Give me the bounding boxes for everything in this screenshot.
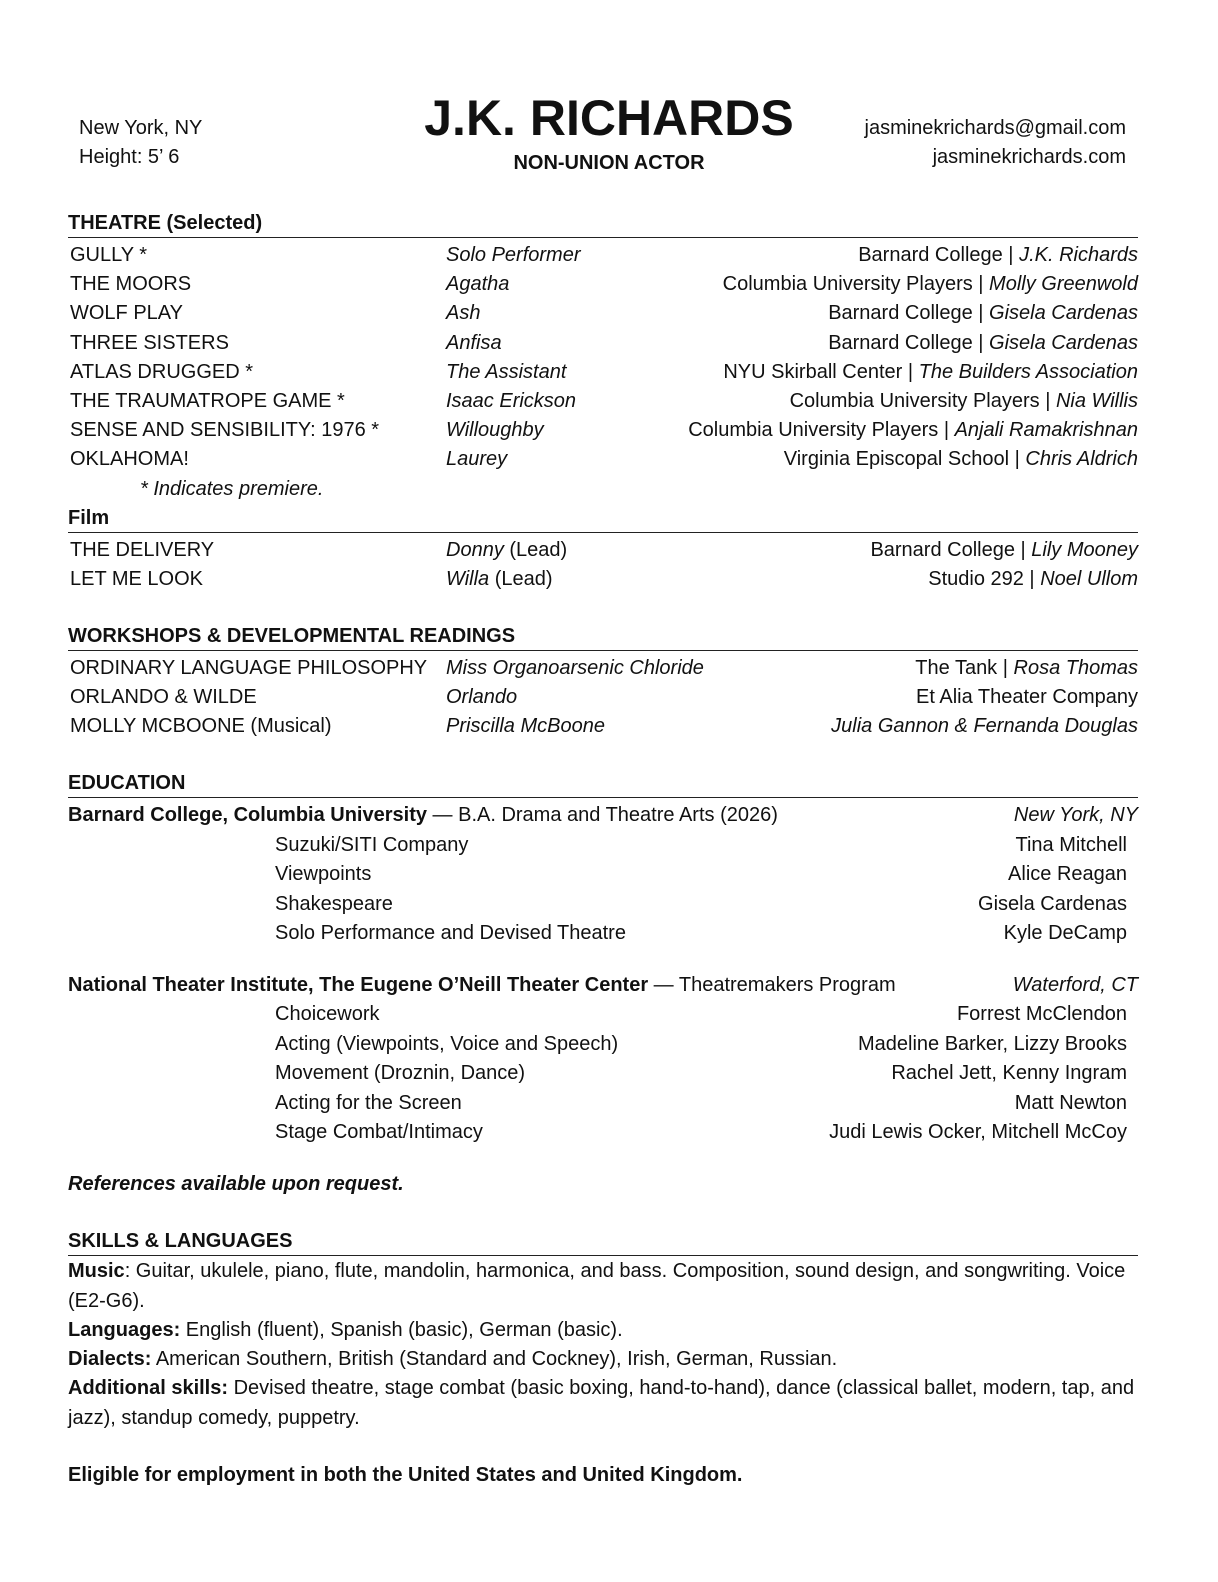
role: Priscilla McBoone	[446, 715, 605, 738]
venue-director	[646, 654, 1138, 683]
course: Acting for the Screen	[275, 1091, 462, 1114]
credit-row	[68, 270, 1138, 299]
role: Ash	[446, 302, 481, 325]
union-status: NON-UNION ACTOR	[513, 152, 705, 174]
credit-row	[68, 387, 1138, 416]
school-program	[68, 971, 896, 1001]
additional-label: Additional skills:	[68, 1377, 229, 1400]
school-row	[68, 971, 1138, 1001]
show-title: SENSE AND SENSIBILITY: 1976 *	[70, 419, 380, 442]
venue: Studio 292 |	[928, 567, 1041, 590]
teacher: Matt Newton	[1014, 1091, 1127, 1114]
credit-row	[68, 683, 1138, 712]
show-title: THE MOORS	[70, 273, 192, 296]
venue-director	[646, 536, 1138, 565]
divider	[68, 1255, 1138, 1256]
additional-text: Devised theatre, stage combat (basic boxing, hand-to-hand), dance (classical ballet, modern, tap, and jazz), standup comedy, puppetry.	[68, 1377, 1135, 1429]
role-cell	[446, 565, 646, 594]
school-name: National Theater Institute, The Eugene O’Neill Theater Center	[68, 973, 649, 996]
teacher: Gisela Cardenas	[978, 892, 1127, 915]
venue-director	[646, 416, 1138, 445]
school-program	[68, 801, 778, 831]
divider	[68, 650, 1138, 651]
teacher: Judi Lewis Ocker, Mitchell McCoy	[829, 1121, 1127, 1144]
teacher: Tina Mitchell	[1015, 833, 1127, 856]
role: Agatha	[446, 273, 510, 296]
music-text: : Guitar, ukulele, piano, flute, mandolin, harmonica, and bass. Composition, sound design, and songwriting. Voice (E2-G6).	[68, 1260, 1126, 1312]
show-title: THREE SISTERS	[70, 331, 229, 354]
course: Solo Performance and Devised Theatre	[275, 922, 626, 945]
show-title: MOLLY MCBOONE (Musical)	[70, 715, 332, 738]
course: Movement (Droznin, Dance)	[275, 1062, 526, 1085]
show-title: ORDINARY LANGUAGE PHILOSOPHY	[70, 656, 428, 679]
credit-row	[68, 299, 1138, 328]
languages-text: English (fluent), Spanish (basic), German (basic).	[180, 1318, 623, 1341]
venue: Barnard College |	[828, 331, 990, 354]
role: Willoughby	[446, 419, 544, 442]
teacher: Madeline Barker, Lizzy Brooks	[857, 1032, 1127, 1055]
venue: Et Alia Theater Company	[916, 686, 1138, 709]
languages	[68, 1316, 1138, 1345]
header-right	[865, 114, 1126, 172]
credit-row	[68, 241, 1138, 270]
course-row	[68, 1059, 1138, 1089]
credit-row	[68, 536, 1138, 565]
course: Choicework	[275, 1003, 380, 1026]
director: Rosa Thomas	[1013, 656, 1138, 679]
course-row	[68, 890, 1138, 920]
director: Nia Willis	[1055, 389, 1138, 412]
credit-row	[68, 654, 1138, 683]
website: jasminekrichards.com	[932, 146, 1126, 168]
show-title: THE DELIVERY	[70, 538, 215, 561]
divider	[68, 797, 1138, 798]
venue: Columbia University Players |	[688, 419, 955, 442]
role-suffix: (Lead)	[489, 567, 553, 590]
course: Shakespeare	[275, 892, 393, 915]
course-row	[68, 1089, 1138, 1119]
role: Donny	[446, 538, 504, 561]
course: Stage Combat/Intimacy	[275, 1121, 483, 1144]
school-location: New York, NY	[1013, 804, 1138, 827]
course-row	[68, 1030, 1138, 1060]
course-row	[68, 919, 1138, 949]
show-title: ATLAS DRUGGED *	[70, 360, 253, 383]
credit-row	[68, 445, 1138, 474]
teacher: Forrest McClendon	[956, 1003, 1127, 1026]
venue: Barnard College |	[870, 538, 1032, 561]
show-title: WOLF PLAY	[70, 302, 183, 325]
languages-label: Languages:	[68, 1318, 181, 1341]
role: Solo Performer	[446, 244, 581, 266]
additional-skills	[68, 1374, 1138, 1433]
venue: Barnard College |	[858, 244, 1020, 266]
film-heading: Film	[68, 506, 110, 529]
director: Lily Mooney	[1031, 538, 1138, 561]
director: Gisela Cardenas	[989, 331, 1138, 354]
venue: NYU Skirball Center |	[723, 360, 919, 383]
resume-body	[68, 209, 1138, 1490]
venue-director	[646, 445, 1138, 474]
credit-row	[68, 416, 1138, 445]
course: Viewpoints	[275, 863, 372, 886]
dialects	[68, 1345, 1138, 1374]
director: Noel Ullom	[1040, 567, 1138, 590]
course: Acting (Viewpoints, Voice and Speech)	[275, 1032, 619, 1055]
role: Anfisa	[446, 331, 502, 354]
venue: Columbia University Players |	[789, 389, 1056, 412]
program: — Theatremakers Program	[648, 973, 896, 996]
location: New York, NY	[79, 117, 203, 139]
show-title: GULLY *	[70, 244, 148, 266]
dialects-label: Dialects:	[68, 1348, 152, 1371]
director: Julia Gannon & Fernanda Douglas	[831, 715, 1138, 738]
divider	[68, 532, 1138, 533]
show-title: THE TRAUMATROPE GAME *	[70, 389, 345, 412]
venue: Columbia University Players |	[722, 273, 990, 296]
venue: The Tank |	[915, 656, 1014, 679]
divider	[68, 237, 1138, 238]
role: Isaac Erickson	[446, 389, 577, 412]
venue: Virginia Episcopal School |	[783, 448, 1026, 471]
director: Molly Greenwold	[989, 273, 1138, 296]
music-skills	[68, 1257, 1138, 1316]
course-row	[68, 831, 1138, 861]
role-cell	[446, 536, 646, 565]
director: Chris Aldrich	[1025, 448, 1138, 471]
credit-row	[68, 712, 1138, 741]
program: — B.A. Drama and Theatre Arts (2026)	[426, 804, 778, 827]
school-name: Barnard College, Columbia University	[68, 804, 427, 827]
venue: Barnard College |	[828, 302, 990, 325]
teacher: Rachel Jett, Kenny Ingram	[891, 1062, 1127, 1085]
venue-director	[646, 387, 1138, 416]
venue-director	[646, 241, 1138, 270]
role: Miss Organoarsenic Chloride	[446, 656, 704, 679]
role: The Assistant	[446, 360, 567, 383]
venue-director	[646, 299, 1138, 328]
music-label: Music	[68, 1260, 125, 1283]
director: J.K. Richards	[1019, 244, 1138, 266]
course: Suzuki/SITI Company	[275, 833, 469, 856]
director: The Builders Association	[918, 360, 1138, 383]
school-location: Waterford, CT	[1012, 973, 1138, 996]
teacher: Kyle DeCamp	[1003, 922, 1127, 945]
director: Anjali Ramakrishnan	[954, 419, 1138, 442]
credit-row	[68, 329, 1138, 358]
references-note: References available upon request.	[68, 1172, 404, 1195]
show-title: OKLAHOMA!	[70, 448, 189, 471]
venue-director	[646, 358, 1138, 387]
director: Gisela Cardenas	[989, 302, 1138, 325]
role-suffix: (Lead)	[503, 538, 568, 561]
dialects-text: American Southern, British (Standard and Cockney), Irish, German, Russian.	[151, 1348, 838, 1371]
role: Willa	[446, 567, 490, 590]
eligibility-note: Eligible for employment in both the United States and United Kingdom.	[68, 1464, 743, 1487]
show-title: ORLANDO & WILDE	[70, 686, 257, 709]
course-row	[68, 1118, 1138, 1148]
email: jasminekrichards@gmail.com	[864, 117, 1126, 139]
course-row	[68, 860, 1138, 890]
skills-heading: SKILLS & LANGUAGES	[68, 1230, 293, 1253]
venue-director	[646, 270, 1138, 299]
theatre-heading: THEATRE (Selected)	[68, 212, 263, 234]
show-title: LET ME LOOK	[70, 567, 204, 590]
venue-director	[646, 329, 1138, 358]
teacher: Alice Reagan	[1008, 863, 1127, 886]
role: Laurey	[446, 448, 508, 471]
actor-name: J.K. RICHARDS	[424, 90, 794, 146]
role: Orlando	[446, 686, 518, 709]
premiere-note: * Indicates premiere.	[140, 477, 324, 500]
venue-director	[646, 565, 1138, 594]
course-row	[68, 1000, 1138, 1030]
workshops-heading: WORKSHOPS & DEVELOPMENTAL READINGS	[68, 624, 516, 647]
credit-row	[68, 565, 1138, 594]
education-heading: EDUCATION	[68, 772, 186, 795]
height: Height: 5’ 6	[79, 146, 180, 168]
credit-row	[68, 358, 1138, 387]
school-row	[68, 801, 1138, 831]
